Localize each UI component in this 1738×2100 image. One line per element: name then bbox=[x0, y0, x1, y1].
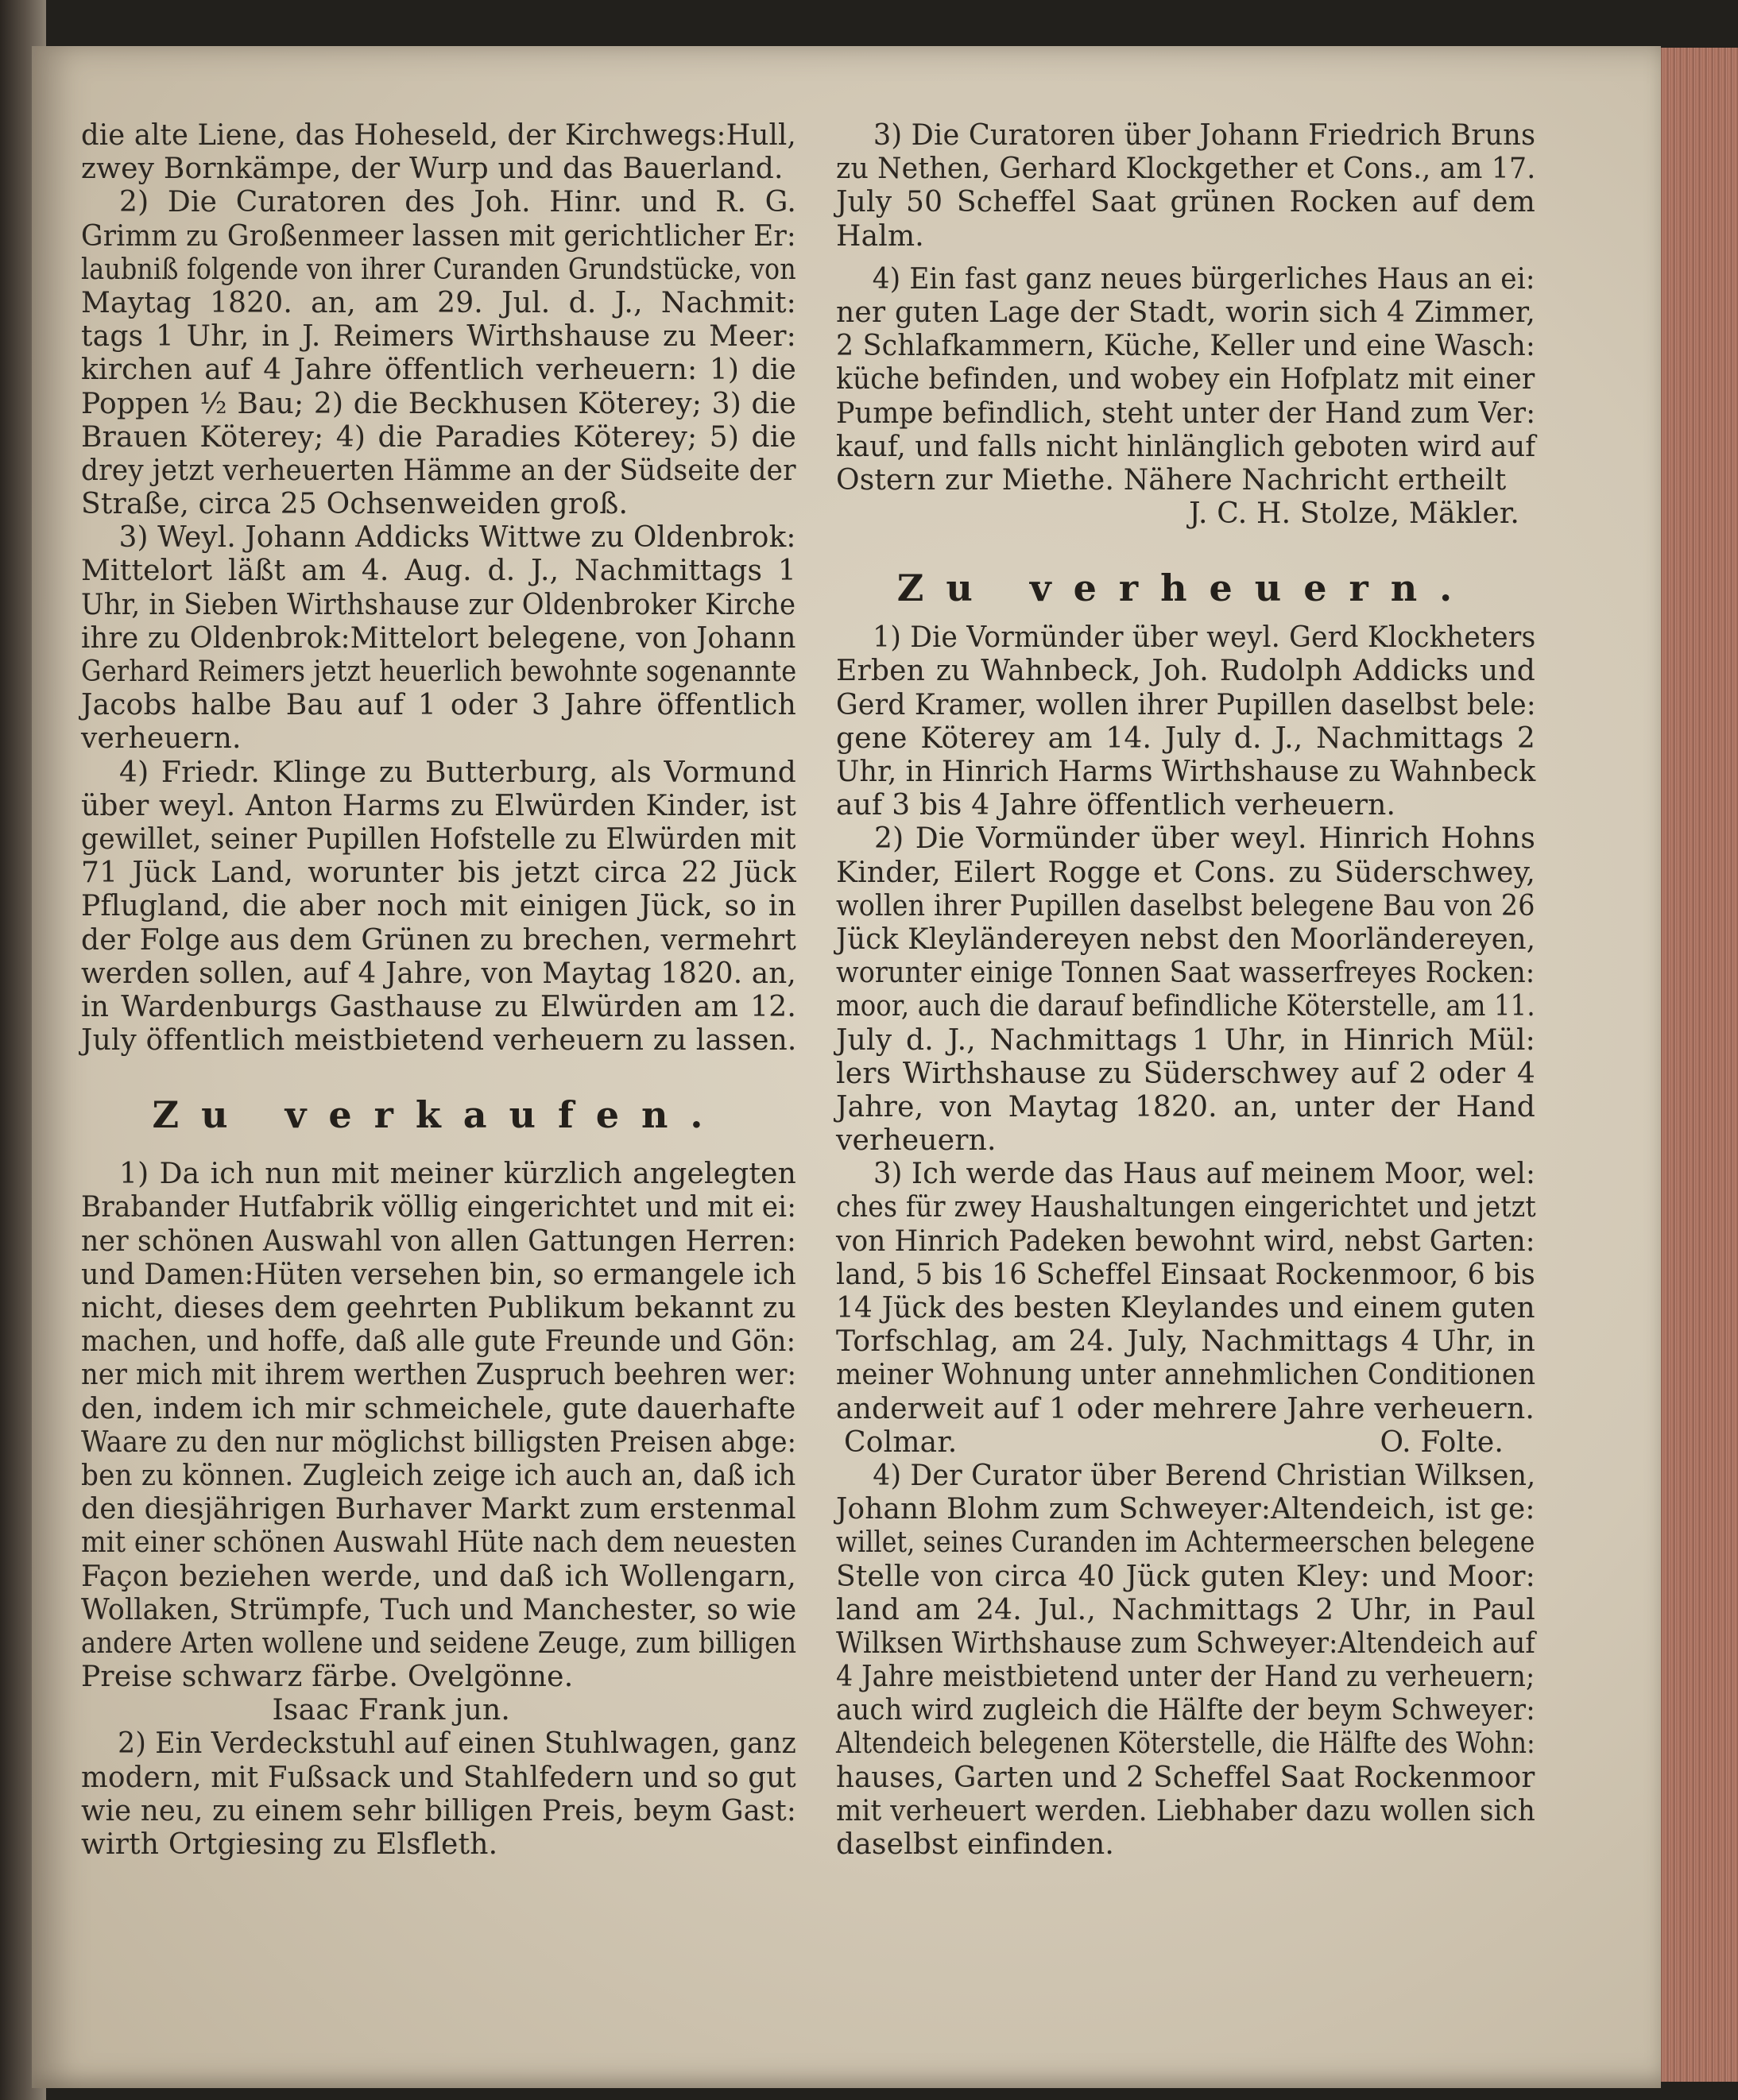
text-block bbox=[81, 1158, 796, 1694]
text-block bbox=[836, 263, 1535, 497]
text-line: 3) Weyl. Johann Addicks Wittwe zu Oldenbrok: bbox=[118, 521, 796, 555]
text-block bbox=[81, 186, 796, 521]
text-line: Torfschlag, am 24. July, Nachmittags 4 Uhr, in bbox=[836, 1325, 1535, 1359]
text-line: Brauen Köterey; 4) die Paradies Köterey; 5) die bbox=[81, 420, 796, 454]
text-line: ner mich mit ihrem werthen Zuspruch beehren wer: bbox=[81, 1359, 797, 1392]
text-line: Preise schwarz färbe. Ovelgönne. bbox=[81, 1661, 574, 1694]
text-line: modern, mit Fußsack und Stahlfedern und so gut bbox=[81, 1761, 796, 1794]
text-line: land am 24. Jul., Nachmittags 2 Uhr, in Paul bbox=[836, 1593, 1535, 1626]
text-line: 2) Ein Verdeckstuhl auf einen Stuhlwagen, ganz bbox=[118, 1727, 796, 1761]
text-line: Façon beziehen werde, und daß ich Wollengarn, bbox=[81, 1560, 796, 1593]
text-line: July d. J., Nachmittags 1 Uhr, in Hinrich Mül: bbox=[836, 1023, 1535, 1057]
text-line: hauses, Garten und 2 Scheffel Saat Rockenmoor bbox=[836, 1761, 1535, 1794]
text-line: von Hinrich Padeken bewohnt wird, nebst Garten: bbox=[836, 1224, 1535, 1258]
text-line: Jacobs halbe Bau auf 1 oder 3 Jahre öffentlich bbox=[81, 689, 796, 722]
text-line: machen, und hoffe, daß alle gute Freunde und Gön: bbox=[81, 1325, 796, 1359]
section-heading-verkaufen: Zu verkaufen. bbox=[152, 1093, 726, 1137]
text-line: lers Wirthshause zu Süderschwey auf 2 oder 4 bbox=[836, 1057, 1535, 1090]
text-line: und Damen:Hüten versehen bin, so ermangele ich bbox=[81, 1258, 796, 1291]
right-column bbox=[836, 119, 1535, 1862]
text-line: wie neu, zu einem sehr billigen Preis, beym Gast: bbox=[81, 1794, 797, 1827]
text-line: den diesjährigen Burhaver Markt zum erstenmal bbox=[81, 1493, 796, 1526]
text-line: Grimm zu Großenmeer lassen mit gerichtlicher Er: bbox=[81, 219, 796, 253]
text-line: land, 5 bis 16 Scheffel Einsaat Rockenmoor, 6 bis bbox=[836, 1258, 1535, 1291]
text-block bbox=[836, 621, 1535, 822]
signature-name: O. Folte. bbox=[1380, 1425, 1504, 1459]
text-line: Jück Kleyländereyen nebst den Moorländereyen, bbox=[836, 922, 1536, 956]
text-line: ben zu können. Zugleich zeige ich auch an, daß ich bbox=[81, 1459, 796, 1492]
text-line: Waare zu den nur möglichst billigsten Preisen abge: bbox=[81, 1425, 797, 1459]
text-line: Altendeich belegenen Köterstelle, die Hälfte des Wohn: bbox=[836, 1727, 1535, 1761]
text-line: zu Nethen, Gerhard Klockgether et Cons., am 17. bbox=[836, 153, 1536, 186]
text-line: Wilksen Wirthshause zum Schweyer:Altendeich auf bbox=[836, 1626, 1535, 1660]
text-line: ches für zwey Haushaltungen eingerichtet und jetzt bbox=[836, 1191, 1536, 1224]
text-line: kirchen auf 4 Jahre öffentlich verheuern: 1) die bbox=[81, 354, 796, 387]
text-line: andere Arten wollene und seidene Zeuge, zum billigen bbox=[81, 1626, 797, 1660]
text-block bbox=[836, 119, 1535, 253]
text-line: die alte Liene, das Hoheseld, der Kirchwegs:Hull, bbox=[81, 119, 796, 152]
text-block bbox=[81, 1727, 796, 1862]
text-line: ner guten Lage der Stadt, worin sich 4 Zimmer, bbox=[836, 296, 1535, 329]
text-line: willet, seines Curanden im Achtermeerschen belegene bbox=[836, 1526, 1535, 1560]
text-line: Ostern zur Miethe. Nähere Nachricht ertheilt bbox=[836, 463, 1507, 497]
text-line: ihre zu Oldenbrok:Mittelort belegene, von Johann bbox=[81, 621, 796, 655]
text-line: wirth Ortgiesing zu Elsfleth. bbox=[81, 1828, 498, 1861]
text-line: über weyl. Anton Harms zu Elwürden Kinder, ist bbox=[81, 789, 796, 822]
text-block bbox=[81, 756, 796, 1058]
page-edges bbox=[1649, 48, 1738, 2082]
spacer bbox=[81, 1058, 796, 1081]
text-line: ner schönen Auswahl von allen Gattungen Herren: bbox=[81, 1224, 797, 1258]
text-line: 1) Da ich nun mit meiner kürzlich angelegten bbox=[119, 1158, 796, 1191]
text-line: Stelle von circa 40 Jück guten Kley: und Moor: bbox=[836, 1560, 1535, 1593]
spacer bbox=[836, 253, 1535, 263]
text-line: 14 Jück des besten Kleylandes und einem guten bbox=[836, 1292, 1535, 1325]
text-line: Pumpe befindlich, steht unter der Hand zum Ver: bbox=[836, 396, 1536, 430]
text-line: daselbst einfinden. bbox=[836, 1828, 1115, 1861]
signature: J. C. H. Stolze, Mäkler. bbox=[1189, 497, 1519, 531]
text-line: Halm. bbox=[836, 219, 924, 253]
text-line: 2 Schlafkammern, Küche, Keller und eine Wasch: bbox=[836, 330, 1535, 363]
text-line: Erben zu Wahnbeck, Joh. Rudolph Addicks und bbox=[836, 655, 1535, 688]
text-block bbox=[81, 119, 796, 186]
text-line: kauf, und falls nicht hinlänglich geboten wird auf bbox=[836, 430, 1536, 463]
text-line: Jahre, von Maytag 1820. an, unter der Hand bbox=[836, 1090, 1535, 1123]
text-line: laubniß folgende von ihrer Curanden Grundstücke, von bbox=[81, 253, 796, 286]
text-line: Straße, circa 25 Ochsenweiden groß. bbox=[81, 488, 629, 521]
spacer bbox=[836, 531, 1535, 555]
text-line: meiner Wohnung unter annehmlichen Conditionen bbox=[836, 1359, 1536, 1392]
signature-place: Colmar. bbox=[844, 1425, 958, 1459]
text-line: gewillet, seiner Pupillen Hofstelle zu Elwürden mit bbox=[81, 822, 796, 856]
text-line: Gerd Kramer, wollen ihrer Pupillen daselbst bele: bbox=[836, 688, 1536, 721]
text-line: gene Köterey am 14. July d. J., Nachmittags 2 bbox=[836, 721, 1535, 755]
text-block bbox=[836, 1158, 1535, 1426]
text-line: 4) Friedr. Klinge zu Butterburg, als Vormund bbox=[119, 756, 796, 789]
text-line: Poppen ½ Bau; 2) die Beckhusen Köterey; 3) die bbox=[81, 387, 796, 420]
text-line: verheuern. bbox=[81, 722, 242, 756]
text-line: worunter einige Tonnen Saat wasserfreyes Rocken: bbox=[836, 957, 1535, 990]
text-line: moor, auch die darauf befindliche Köterstelle, am 11. bbox=[836, 990, 1535, 1023]
text-line: anderweit auf 1 oder mehrere Jahre verheuern. bbox=[836, 1392, 1535, 1425]
text-line: Uhr, in Hinrich Harms Wirthshause zu Wahnbeck bbox=[836, 756, 1536, 788]
text-line: mit verheuert werden. Liebhaber dazu wollen sich bbox=[836, 1794, 1535, 1827]
newspaper-page bbox=[32, 46, 1661, 2088]
text-line: Wollaken, Strümpfe, Tuch und Manchester, so wie bbox=[81, 1593, 797, 1626]
text-line: 4 Jahre meistbietend unter der Hand zu verheuern; bbox=[836, 1661, 1535, 1694]
text-line: Johann Blohm zum Schweyer:Altendeich, ist ge: bbox=[836, 1493, 1535, 1526]
text-line: 2) Die Vormünder über weyl. Hinrich Hohns bbox=[874, 822, 1535, 856]
text-line: 71 Jück Land, worunter bis jetzt circa 22 Jück bbox=[81, 857, 796, 890]
text-line: Brabander Hutfabrik völlig eingerichtet und mit ei: bbox=[81, 1191, 797, 1224]
text-line: 3) Die Curatoren über Johann Friedrich Bruns bbox=[873, 119, 1536, 152]
text-line: mit einer schönen Auswahl Hüte nach dem neuesten bbox=[81, 1526, 797, 1560]
text-line: zwey Bornkämpe, der Wurp und das Bauerland. bbox=[81, 153, 784, 186]
text-line: Pflugland, die aber noch mit einigen Jück, so in bbox=[81, 890, 796, 923]
signature: Isaac Frank jun. bbox=[272, 1694, 510, 1727]
left-column bbox=[81, 119, 796, 1862]
text-line: Mittelort läßt am 4. Aug. d. J., Nachmittags 1 bbox=[81, 555, 796, 588]
text-line: 4) Der Curator über Berend Christian Wilksen, bbox=[873, 1459, 1536, 1492]
text-line: 4) Ein fast ganz neues bürgerliches Haus an ei: bbox=[872, 262, 1535, 296]
text-line: 1) Die Vormünder über weyl. Gerd Klockheters bbox=[873, 621, 1536, 655]
text-block bbox=[836, 1460, 1535, 1862]
text-block bbox=[836, 822, 1535, 1158]
signature-line bbox=[836, 1426, 1535, 1460]
text-line: Kinder, Eilert Rogge et Cons. zu Süderschwey, bbox=[836, 856, 1535, 889]
text-line: werden sollen, auf 4 Jahre, von Maytag 1820. an, bbox=[81, 957, 796, 990]
text-line: July öffentlich meistbietend verheuern zu lassen. bbox=[81, 1024, 797, 1058]
text-line: nicht, dieses dem geehrten Publikum bekannt zu bbox=[81, 1292, 796, 1325]
text-line: Maytag 1820. an, am 29. Jul. d. J., Nachmit: bbox=[81, 286, 796, 319]
text-line: Gerhard Reimers jetzt heuerlich bewohnte sogenannte bbox=[81, 656, 797, 688]
text-line: 3) Ich werde das Haus auf meinem Moor, wel: bbox=[873, 1158, 1536, 1191]
spacer bbox=[81, 1148, 796, 1158]
text-line: wollen ihrer Pupillen daselbst belegene Bau von 26 bbox=[836, 889, 1535, 922]
text-line: auch wird zugleich die Hälfte der beym Schweyer: bbox=[836, 1694, 1535, 1727]
text-line: tags 1 Uhr, in J. Reimers Wirthshause zu Meer: bbox=[81, 320, 796, 354]
text-line: der Folge aus dem Grünen zu brechen, vermehrt bbox=[81, 923, 796, 957]
text-line: küche befinden, und wobey ein Hofplatz mit einer bbox=[836, 363, 1535, 396]
section-heading-verheuern: Zu verheuern. bbox=[896, 567, 1475, 610]
text-line: drey jetzt verheuerten Hämme an der Südseite der bbox=[81, 454, 796, 487]
text-line: verheuern. bbox=[836, 1124, 997, 1158]
text-line: 2) Die Curatoren des Joh. Hinr. und R. G. bbox=[119, 186, 796, 219]
text-line: July 50 Scheffel Saat grünen Rocken auf dem bbox=[836, 186, 1535, 219]
text-block bbox=[81, 521, 796, 756]
text-line: den, indem ich mir schmeichele, gute dauerhafte bbox=[81, 1392, 796, 1425]
text-line: in Wardenburgs Gasthause zu Elwürden am 12. bbox=[81, 990, 796, 1023]
text-line: auf 3 bis 4 Jahre öffentlich verheuern. bbox=[836, 789, 1396, 822]
text-line: Uhr, in Sieben Wirthshause zur Oldenbroker Kirche bbox=[81, 588, 796, 621]
